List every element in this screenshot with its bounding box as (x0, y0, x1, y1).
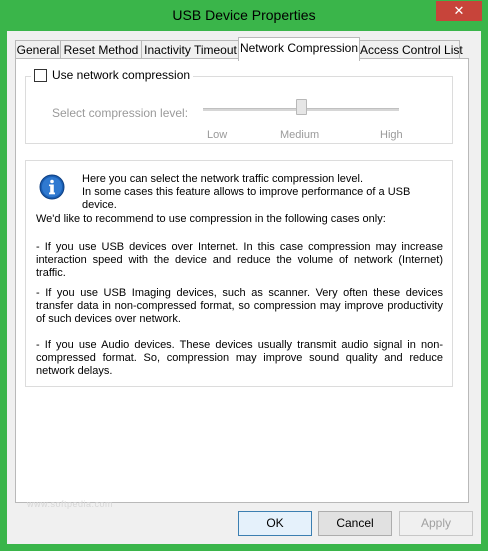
info-case-imaging: - If you use USB Imaging devices, such as scanner. Very often these devices transfer data in non-compressed format, so compression may improve productivity of such devices over network. (36, 287, 443, 325)
close-button[interactable] (436, 1, 482, 21)
dialog-client (7, 31, 481, 544)
compression-slider-thumb[interactable] (296, 99, 307, 115)
watermark: www.softpedia.com (27, 499, 114, 509)
compression-checkbox-row[interactable] (31, 68, 193, 82)
info-intro: We'd like to recommend to use compression in the following cases only: (36, 213, 386, 225)
tab-inactivity-timeout[interactable]: Inactivity Timeout (141, 40, 240, 60)
close-icon: ✕ (453, 3, 465, 18)
title-bar[interactable] (0, 0, 488, 31)
network-compression-panel (15, 58, 469, 503)
window-title: USB Device Properties (172, 7, 316, 23)
use-compression-label[interactable]: Use network compression (52, 68, 191, 82)
tick-high: High (380, 129, 403, 141)
tick-medium: Medium (280, 129, 320, 141)
cancel-button[interactable]: Cancel (318, 511, 392, 536)
apply-button[interactable]: Apply (399, 511, 473, 536)
tab-general[interactable]: General (15, 40, 61, 60)
info-icon (39, 174, 65, 200)
tick-low: Low (207, 129, 228, 141)
info-case-internet: - If you use USB devices over Internet. In this case compression may increase interaction speed with the device and reduce the volume of network (Internet) traffic. (36, 241, 443, 279)
tab-access-control-list[interactable]: Access Control List (359, 40, 460, 60)
use-compression-checkbox[interactable] (34, 69, 47, 82)
info-header-line1: Here you can select the network traffic compression level. (82, 173, 364, 185)
info-case-audio: - If you use Audio devices. These devices usually transmit audio signal in non-compressed format. So, compression may improve sound quality and reduce network delays. (36, 339, 443, 377)
info-box (25, 160, 453, 387)
compression-group (25, 68, 453, 144)
info-header-line2: In some cases this feature allows to improve performance of a USB device. (82, 186, 411, 211)
tab-network-compression[interactable]: Network Compression (238, 37, 360, 61)
compression-level-label: Select compression level: (52, 106, 189, 120)
ok-button[interactable]: OK (238, 511, 312, 536)
info-header (82, 173, 442, 212)
tab-reset-method[interactable]: Reset Method (60, 40, 142, 60)
